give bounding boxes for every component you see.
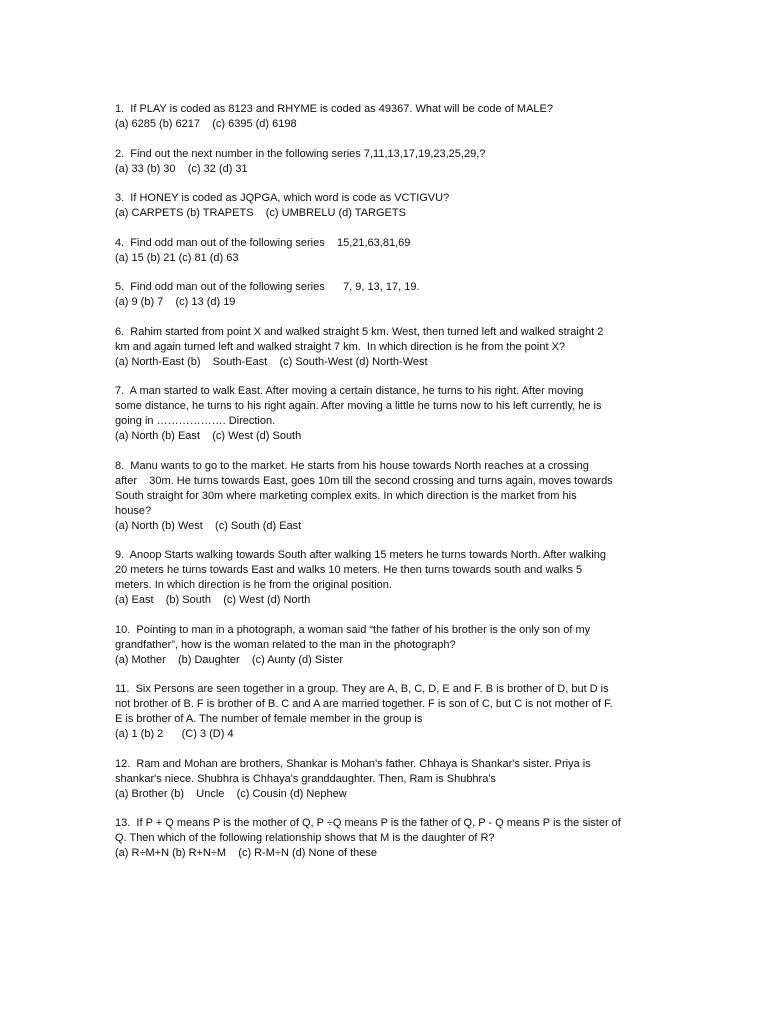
- question-text-line: 3. If HONEY is coded as JQPGA, which word is code as VCTIGVU?: [115, 192, 450, 204]
- question-text-line: going in ………………. Direction.: [115, 415, 276, 427]
- answer-options: (a) East (b) South (c) West (d) North: [115, 594, 311, 606]
- question-3: [115, 191, 660, 221]
- question-text-line: 5. Find odd man out of the following series 7, 9, 13, 17, 19.: [115, 281, 420, 293]
- answer-options: (a) CARPETS (b) TRAPETS (c) UMBRELU (d) TARGETS: [115, 207, 406, 219]
- question-text-line: 7. A man started to walk East. After moving a certain distance, he turns to his right. After moving: [115, 385, 584, 397]
- question-4: [115, 236, 660, 266]
- question-text-line: meters. In which direction is he from the original position.: [115, 579, 392, 591]
- answer-options: (a) 33 (b) 30 (c) 32 (d) 31: [115, 162, 248, 175]
- question-text-line: 8. Manu wants to go to the market. He starts from his house towards North reaches at a crossing: [115, 459, 589, 472]
- answer-options: (a) Brother (b) Uncle (c) Cousin (d) Nephew: [115, 787, 347, 800]
- answer-options: (a) 1 (b) 2 (C) 3 (D) 4: [115, 728, 234, 740]
- question-7: [115, 384, 660, 444]
- question-2: [115, 147, 660, 177]
- question-text-line: 13. If P + Q means P is the mother of Q, P ÷Q means P is the father of Q, P - Q means P is the sister of: [115, 817, 621, 829]
- question-text-line: 10. Pointing to man in a photograph, a woman said “the father of his brother is the only son of my: [115, 623, 591, 636]
- answer-options: (a) 6285 (b) 6217 (c) 6395 (d) 6198: [115, 118, 297, 130]
- answer-options: (a) Mother (b) Daughter (c) Aunty (d) Sister: [115, 653, 344, 666]
- question-list: [115, 102, 660, 876]
- question-text-line: 2. Find out the next number in the following series 7,11,13,17,19,23,25,29,?: [115, 147, 486, 160]
- question-text-line: shankar's niece. Shubhra is Chhaya's granddaughter. Then, Ram is Shubhra's: [115, 772, 496, 785]
- question-1: [115, 102, 660, 132]
- question-text-line: 1. If PLAY is coded as 8123 and RHYME is coded as 49367. What will be code of MALE?: [115, 103, 554, 115]
- question-text-line: 4. Find odd man out of the following series 15,21,63,81,69: [115, 236, 411, 249]
- question-text-line: some distance, he turns to his right again. After moving a little he turns now to his left currently, he is: [115, 400, 602, 412]
- question-text-line: house?: [115, 504, 152, 517]
- question-10: [115, 623, 660, 668]
- answer-options: (a) North (b) West (c) South (d) East: [115, 519, 302, 532]
- answer-options: (a) 9 (b) 7 (c) 13 (d) 19: [115, 296, 236, 308]
- question-text-line: not brother of B. F is brother of B. C and A are married together. F is son of C, but C is not mother of F.: [115, 698, 613, 710]
- question-5: [115, 280, 660, 310]
- question-text-line: 11. Six Persons are seen together in a group. They are A, B, C, D, E and F. B is brother of D, but D is: [115, 683, 609, 695]
- question-12: [115, 757, 660, 802]
- question-text-line: South straight for 30m where marketing complex exits. In which direction is the market from his: [115, 489, 577, 502]
- answer-options: (a) R÷M+N (b) R+N÷M (c) R-M÷N (d) None of these: [115, 847, 377, 859]
- question-text-line: E is brother of A. The number of female member in the group is: [115, 713, 423, 725]
- question-text-line: 6. Rahim started from point X and walked straight 5 km. West, then turned left and walked straight 2: [115, 325, 604, 338]
- answer-options: (a) 15 (b) 21 (c) 81 (d) 63: [115, 251, 239, 264]
- question-11: [115, 682, 660, 742]
- question-text-line: 9. Anoop Starts walking towards South after walking 15 meters he turns towards North. After walking: [115, 549, 606, 561]
- answer-options: (a) North-East (b) South-East (c) South-West (d) North-West: [115, 355, 428, 368]
- question-text-line: grandfather”, how is the woman related to the man in the photograph?: [115, 638, 456, 651]
- question-text-line: 12. Ram and Mohan are brothers, Shankar is Mohan’s father. Chhaya is Shankar's sister. Priya is: [115, 757, 591, 770]
- question-8: [115, 459, 660, 534]
- question-text-line: km and again turned left and walked straight 7 km. In which direction is he from the point X?: [115, 340, 566, 353]
- question-text-line: Q. Then which of the following relationship shows that M is the daughter of R?: [115, 832, 495, 844]
- answer-options: (a) North (b) East (c) West (d) South: [115, 430, 302, 442]
- question-6: [115, 325, 660, 370]
- question-text-line: 20 meters he turns towards East and walks 10 meters. He then turns towards south and walks 5: [115, 564, 583, 576]
- question-13: [115, 816, 660, 861]
- question-9: [115, 548, 660, 608]
- question-text-line: after 30m. He turns towards East, goes 10m till the second crossing and turns again, moves towards: [115, 474, 613, 487]
